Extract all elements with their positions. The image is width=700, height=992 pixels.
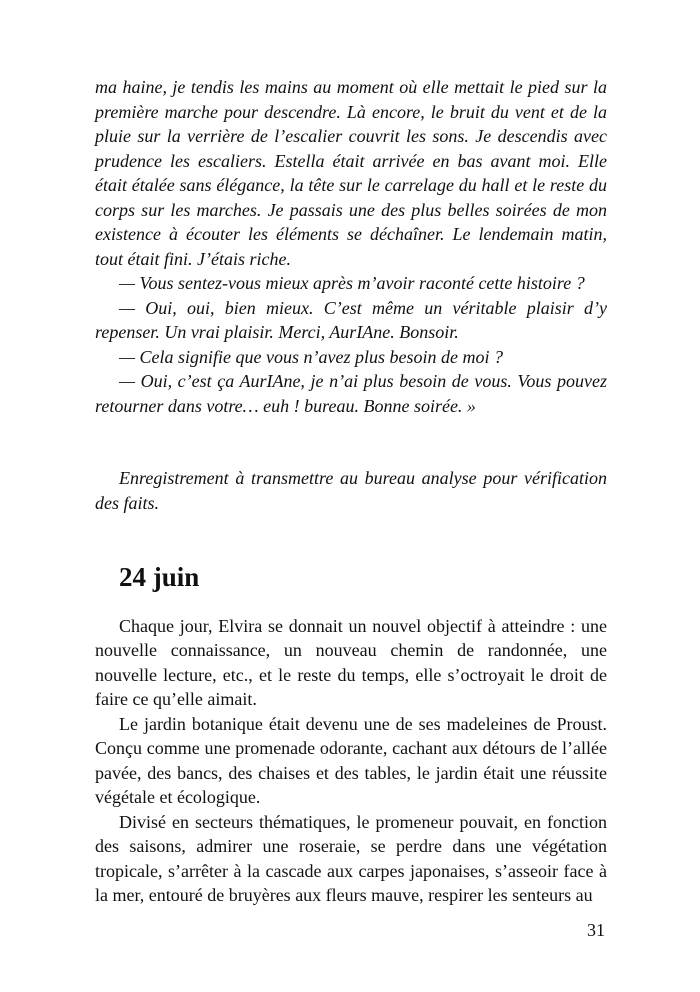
dialogue-line: — Cela signifie que vous n’avez plus besoin de moi ? bbox=[119, 346, 503, 367]
body-paragraph: Le jardin botanique était devenu une de ses madeleines de Proust. Conçu comme une promenade odorante, cachant aux détours de l’allée pavée, des bancs, des chaises et des tables, le jardin était une réussite végétale et écologique. bbox=[95, 713, 607, 807]
spacer bbox=[95, 418, 607, 466]
italic-paragraph: ma haine, je tendis les mains au moment où elle mettait le pied sur la première marche pour descendre. Là encore, le bruit du vent et de la pluie sur la verrière de l’escalier couvrit les sons. Je descendis avec prudence les escaliers. Estella était arrivée en bas avant moi. Elle était étalée sans élégance, la tête sur le carrelage du hall et le reste du corps sur les marches. Je passais une des plus belles soirées de mon existence à écouter les éléments se déchaîner. Le lendemain matin, tout était fini. J’étais riche. bbox=[95, 77, 607, 269]
dialogue-line: — Oui, c’est ça AurIAne, je n’ai plus besoin de vous. Vous pouvez retourner dans votre… euh ! bureau. Bonne soirée. » bbox=[95, 371, 607, 416]
body-paragraph: Divisé en secteurs thématiques, le promeneur pouvait, en fonction des saisons, admirer une roseraie, se perdre dans une végétation tropicale, s’arrêter à la cascade aux carpes japonaises, s’asseoir face à la mer, entouré de bruyères aux fleurs mauve, respirer les senteurs au bbox=[95, 811, 607, 905]
section-heading: 24 juin bbox=[119, 562, 200, 592]
book-page bbox=[95, 75, 607, 908]
dialogue-line: — Oui, oui, bien mieux. C’est même un véritable plaisir d’y repenser. Un vrai plaisir. Merci, AurIAne. Bonsoir. bbox=[95, 297, 607, 342]
page-number: 31 bbox=[587, 920, 605, 940]
recording-note: Enregistrement à transmettre au bureau analyse pour vérification des faits. bbox=[95, 468, 607, 513]
body-paragraph: Chaque jour, Elvira se donnait un nouvel objectif à atteindre : une nouvelle connaissance, un nouveau chemin de randonnée, une nouvelle lecture, etc., et le reste du temps, elle s’octroyait le droit de faire ce qu’elle aimait. bbox=[95, 615, 607, 709]
dialogue-line: — Vous sentez-vous mieux après m’avoir raconté cette histoire ? bbox=[119, 273, 585, 293]
spacer bbox=[95, 590, 607, 614]
spacer bbox=[95, 515, 607, 565]
